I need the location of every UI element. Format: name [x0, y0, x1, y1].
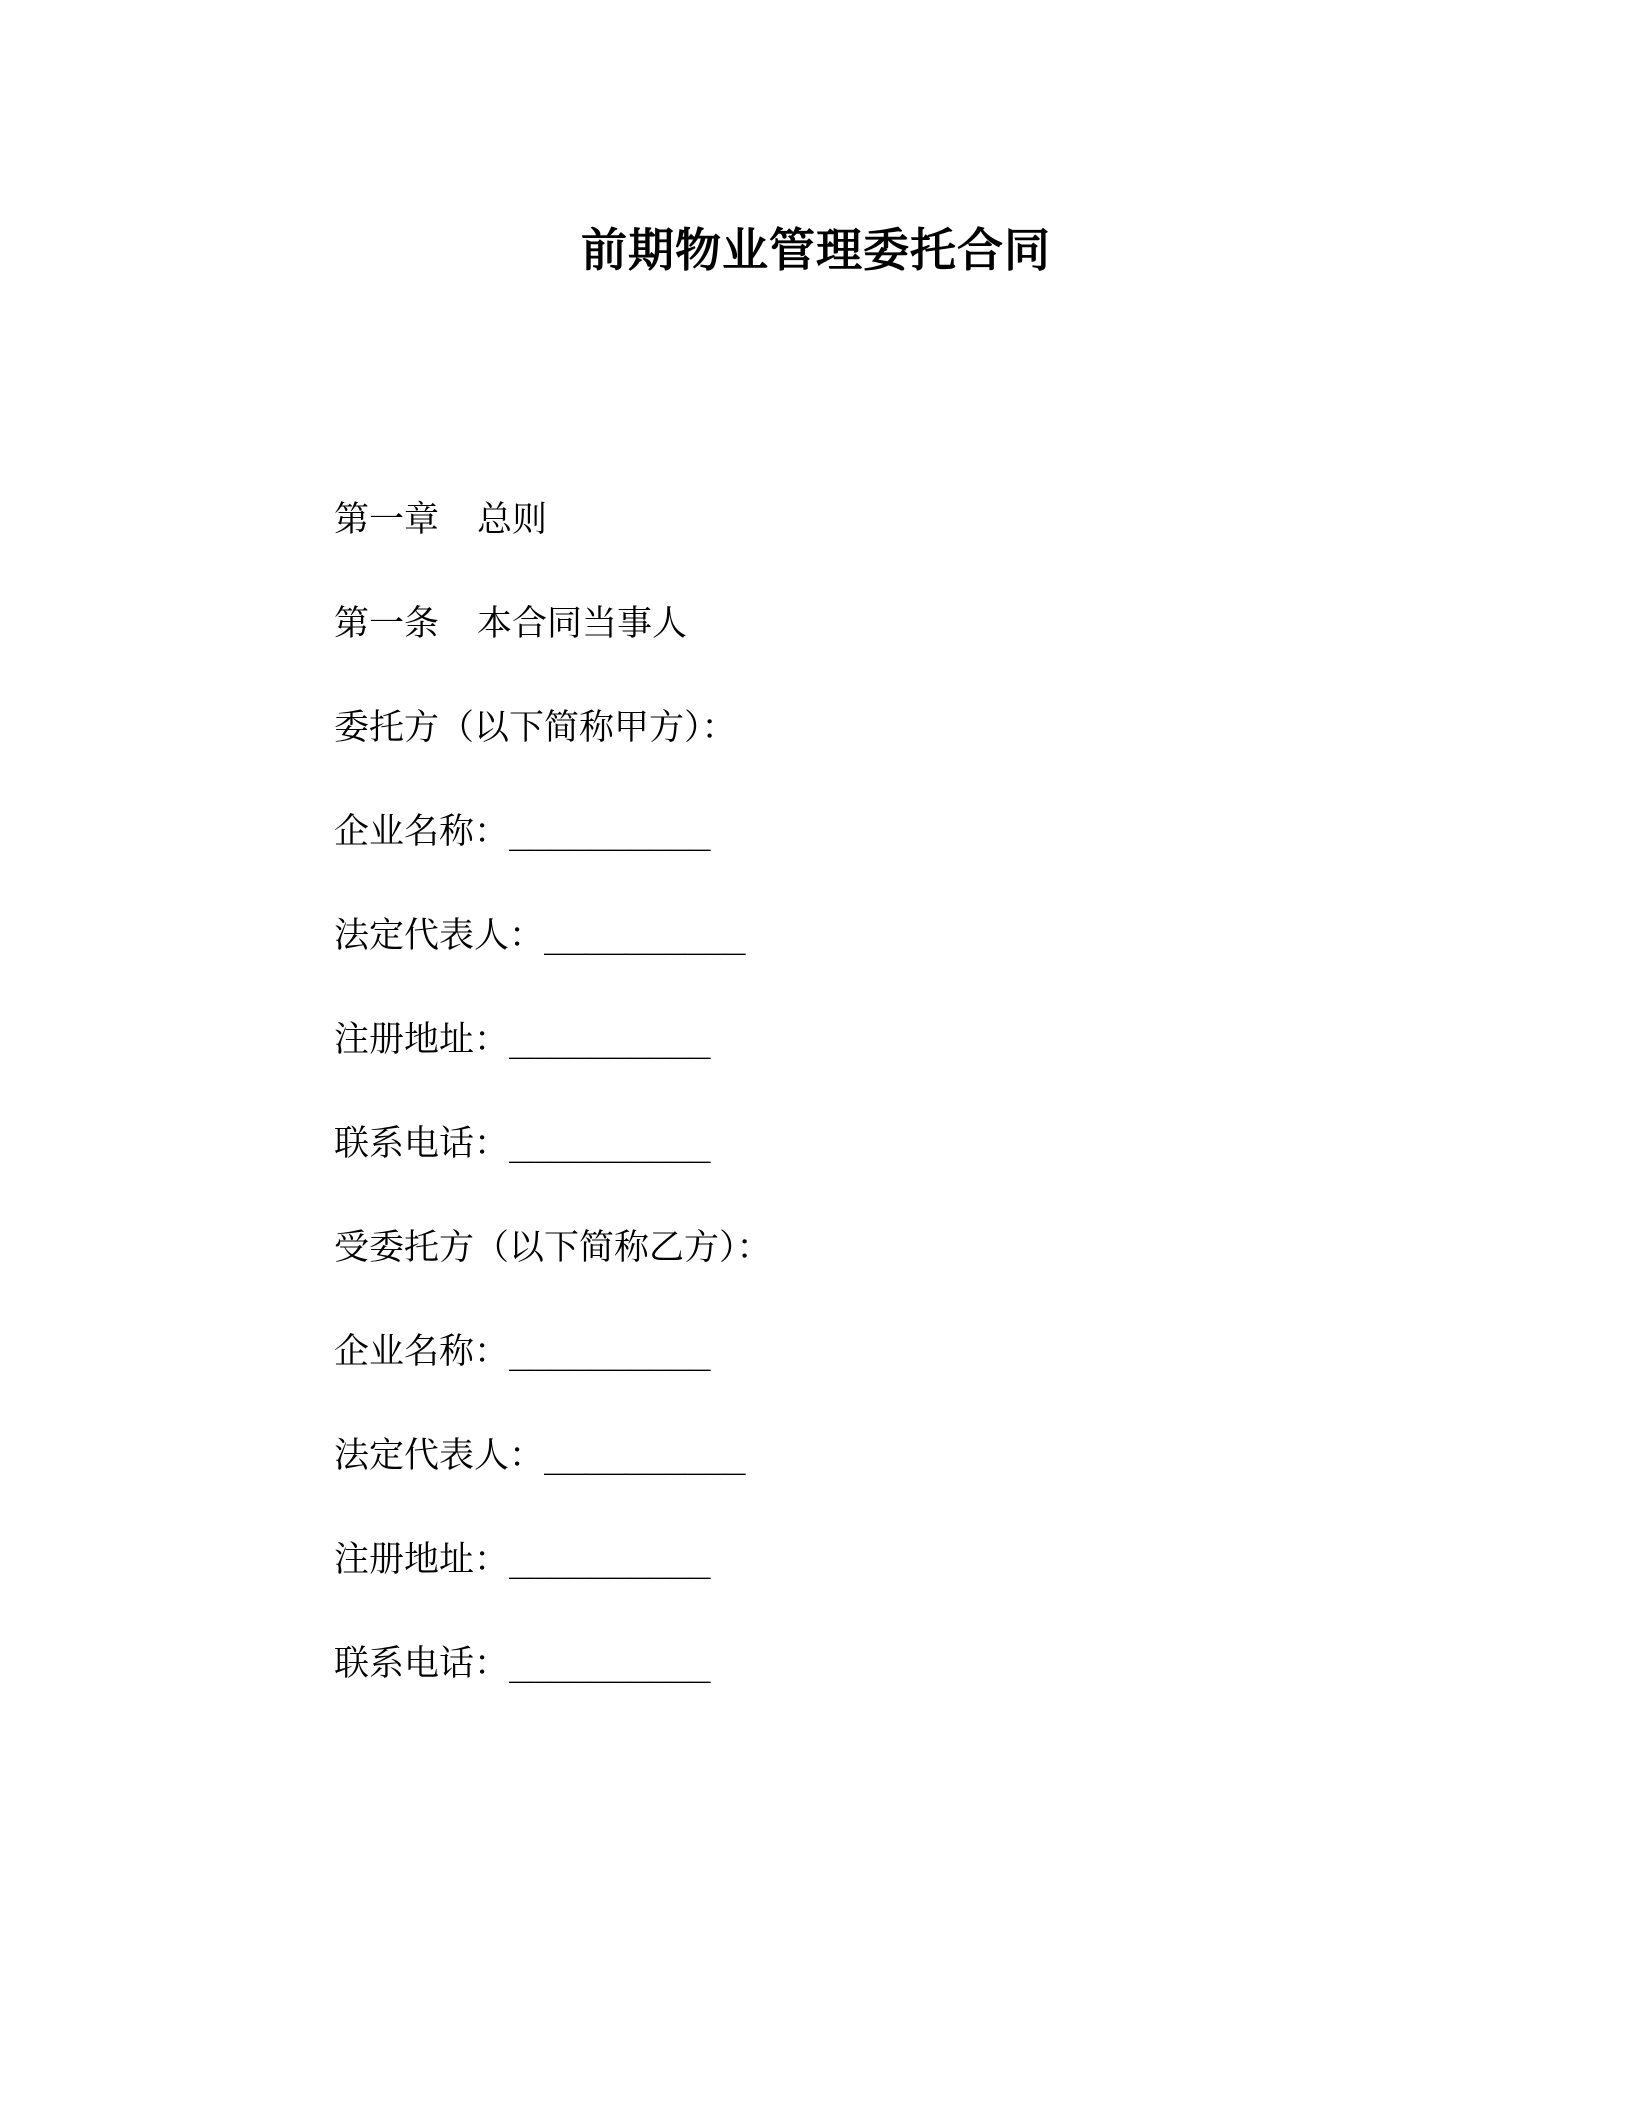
field-label: 注册地址：	[334, 1020, 510, 1060]
party-b-phone	[334, 1634, 1434, 1738]
fill-in-blank: __________	[509, 1644, 710, 1684]
party-a-legal-representative	[334, 906, 1434, 1010]
fill-in-blank: __________	[509, 812, 710, 852]
field-label: 企业名称：	[334, 812, 510, 852]
fill-in-blank: __________	[509, 1020, 710, 1060]
party-a-heading: 委托方（以下简称甲方）：	[334, 708, 737, 748]
party-a-company-name	[334, 802, 1434, 906]
fill-in-blank: __________	[509, 1332, 710, 1372]
document-title: 前期物业管理委托合同	[581, 223, 1051, 277]
field-label: 联系电话：	[334, 1124, 510, 1164]
field-label: 注册地址：	[334, 1540, 510, 1580]
field-label: 企业名称：	[334, 1332, 510, 1372]
party-b-registered-address	[334, 1530, 1434, 1634]
party-a-phone	[334, 1114, 1434, 1218]
fill-in-blank: __________	[509, 1540, 710, 1580]
article-heading	[334, 594, 1434, 698]
party-a-registered-address	[334, 1010, 1434, 1114]
fill-in-blank: __________	[509, 1124, 710, 1164]
fill-in-blank: __________	[544, 916, 745, 956]
article-name: 本合同当事人	[477, 604, 688, 644]
document-body	[334, 490, 1434, 1738]
field-label: 法定代表人：	[334, 1436, 545, 1476]
party-b-heading: 受委托方（以下简称乙方）：	[334, 1228, 772, 1268]
chapter-name: 总则	[477, 500, 548, 540]
field-label: 法定代表人：	[334, 916, 545, 956]
chapter-number: 第一章	[334, 500, 440, 540]
article-number: 第一条	[334, 604, 440, 644]
field-label: 联系电话：	[334, 1644, 510, 1684]
chapter-heading	[334, 490, 1434, 594]
fill-in-blank: __________	[544, 1436, 745, 1476]
party-b-legal-representative	[334, 1426, 1434, 1530]
party-b-company-name	[334, 1322, 1434, 1426]
